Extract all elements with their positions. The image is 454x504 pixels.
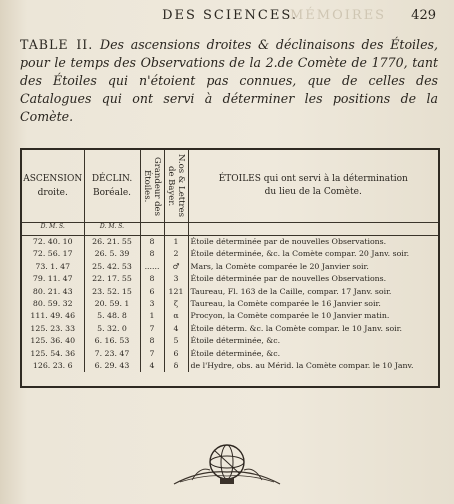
- cell-numero: 2: [164, 248, 188, 260]
- table-label: TABLE II.: [20, 37, 94, 52]
- cell-etoile: Étoile déterminée, &c.: [190, 336, 281, 346]
- cell-ascension: 79. 11. 47: [22, 273, 84, 285]
- cell-declinaison: 5. 48. 8: [84, 310, 140, 322]
- table-row: [22, 348, 438, 360]
- cell-ascension: 80. 59. 32: [22, 298, 84, 310]
- header-numero: N.os & Lettres de Bayer.: [164, 150, 188, 223]
- table-row: [22, 335, 438, 347]
- heading-line: de 1770, tant des Étoiles qui n'étoient pas connues, que: [20, 55, 439, 88]
- heading-line: positions de la Comète.: [20, 91, 438, 124]
- cell-etoile: de l'Hydre, obs. au Mérid. la Comète compar. le 10 Janv.: [190, 361, 414, 371]
- cell-numero: 5: [164, 335, 188, 347]
- cell-numero: 1: [164, 236, 188, 249]
- cell-etoile: Étoile déterm. &c. la Comète compar. le 10 Janv. soir.: [190, 323, 402, 333]
- cell-ascension: 80. 21. 43: [22, 286, 84, 298]
- cell-numero: 4: [164, 323, 188, 335]
- armillary-sphere-vignette: [170, 440, 284, 488]
- units-row: D. M. S. D. M. S.: [22, 223, 438, 236]
- cell-numero: ζ: [164, 298, 188, 310]
- cell-ascension: 111. 49. 46: [22, 310, 84, 322]
- cell-declinaison: 6. 16. 53: [84, 335, 140, 347]
- cell-declinaison: 7. 23. 47: [84, 348, 140, 360]
- cell-grandeur: 8: [140, 273, 164, 285]
- heading-line: Étoiles, pour le temps des Observations de la 2.de Comète: [20, 37, 438, 70]
- table-row: [22, 248, 438, 260]
- table-row: [22, 273, 438, 285]
- cell-declinaison: 26. 21. 55: [84, 236, 140, 249]
- cell-etoile: Procyon, la Comète comparée le 10 Janvier matin.: [190, 311, 390, 321]
- cell-declinaison: 25. 42. 53: [84, 261, 140, 273]
- header-etoiles: ÉTOILES qui ont servi à la détermination du lieu de la Comète.: [188, 150, 438, 223]
- cell-grandeur: 8: [140, 236, 164, 249]
- bleed-through-text: MÉMOIRES: [290, 8, 387, 23]
- cell-grandeur: 8: [140, 248, 164, 260]
- cell-etoile: Étoile déterminée par de nouvelles Observations.: [190, 237, 387, 246]
- cell-grandeur: 3: [140, 298, 164, 310]
- cell-etoile: Taureau, la Comète comparée le 16 Janvier soir.: [190, 299, 381, 309]
- heading-line: de celles des Catalogues qui ont servi à déterminer les: [20, 73, 439, 106]
- cell-numero: α: [164, 310, 188, 322]
- table-row: [22, 360, 438, 372]
- cell-numero: ♂: [164, 261, 188, 273]
- table-row: [22, 261, 438, 273]
- heading-line: Des ascensions droites & déclinaisons des: [99, 37, 384, 52]
- cell-numero: 6: [164, 348, 188, 360]
- cell-numero: 3: [164, 273, 188, 285]
- cell-ascension: 125. 36. 40: [22, 335, 84, 347]
- cell-ascension: 72. 56. 17: [22, 248, 84, 260]
- table-row: [22, 236, 438, 249]
- cell-declinaison: 20. 59. 1: [84, 298, 140, 310]
- cell-etoile: Étoile déterminée, &c. la Comète compar. 20 Janv. soir.: [190, 249, 410, 259]
- cell-grandeur: 4: [140, 360, 164, 372]
- cell-ascension: 125. 54. 36: [22, 348, 84, 360]
- cell-etoile: Étoile déterminée par de nouvelles Observations.: [190, 274, 387, 284]
- cell-grandeur: 1: [140, 310, 164, 322]
- cell-declinaison: 5. 32. 0: [84, 323, 140, 335]
- cell-etoile: Étoile déterminée, &c.: [190, 348, 281, 358]
- cell-grandeur: ......: [140, 261, 164, 273]
- cell-declinaison: 23. 52. 15: [84, 286, 140, 298]
- header-ascension: ASCENSION droite.: [22, 150, 84, 223]
- table-row: [22, 310, 438, 322]
- cell-grandeur: 8: [140, 335, 164, 347]
- cell-grandeur: 7: [140, 323, 164, 335]
- cell-ascension: 72. 40. 10: [22, 236, 84, 249]
- cell-declinaison: 26. 5. 39: [84, 248, 140, 260]
- table-row: [22, 286, 438, 298]
- cell-numero: δ: [164, 360, 188, 372]
- star-table: [20, 148, 440, 388]
- table-heading: [20, 36, 438, 126]
- cell-grandeur: 6: [140, 286, 164, 298]
- cell-ascension: 125. 23. 33: [22, 323, 84, 335]
- cell-etoile: Taureau, Fl. 163 de la Caille, compar. 17 Janv. soir.: [190, 286, 392, 296]
- cell-numero: 121: [164, 286, 188, 298]
- cell-ascension: 126. 23. 6: [22, 360, 84, 372]
- cell-declinaison: 6. 29. 43: [84, 360, 140, 372]
- cell-etoile: Mars, la Comète comparée le 20 Janvier soir.: [190, 261, 369, 271]
- table-row: [22, 298, 438, 310]
- header-declinaison: DÉCLIN. Boréale.: [84, 150, 140, 223]
- table-row: [22, 323, 438, 335]
- running-head: DES SCIENCES.: [162, 8, 298, 23]
- page-number: 429: [411, 8, 436, 23]
- cell-ascension: 73. 1. 47: [22, 261, 84, 273]
- cell-grandeur: 7: [140, 348, 164, 360]
- cell-declinaison: 22. 17. 55: [84, 273, 140, 285]
- header-grandeur: Grandeur des Étoiles.: [140, 150, 164, 223]
